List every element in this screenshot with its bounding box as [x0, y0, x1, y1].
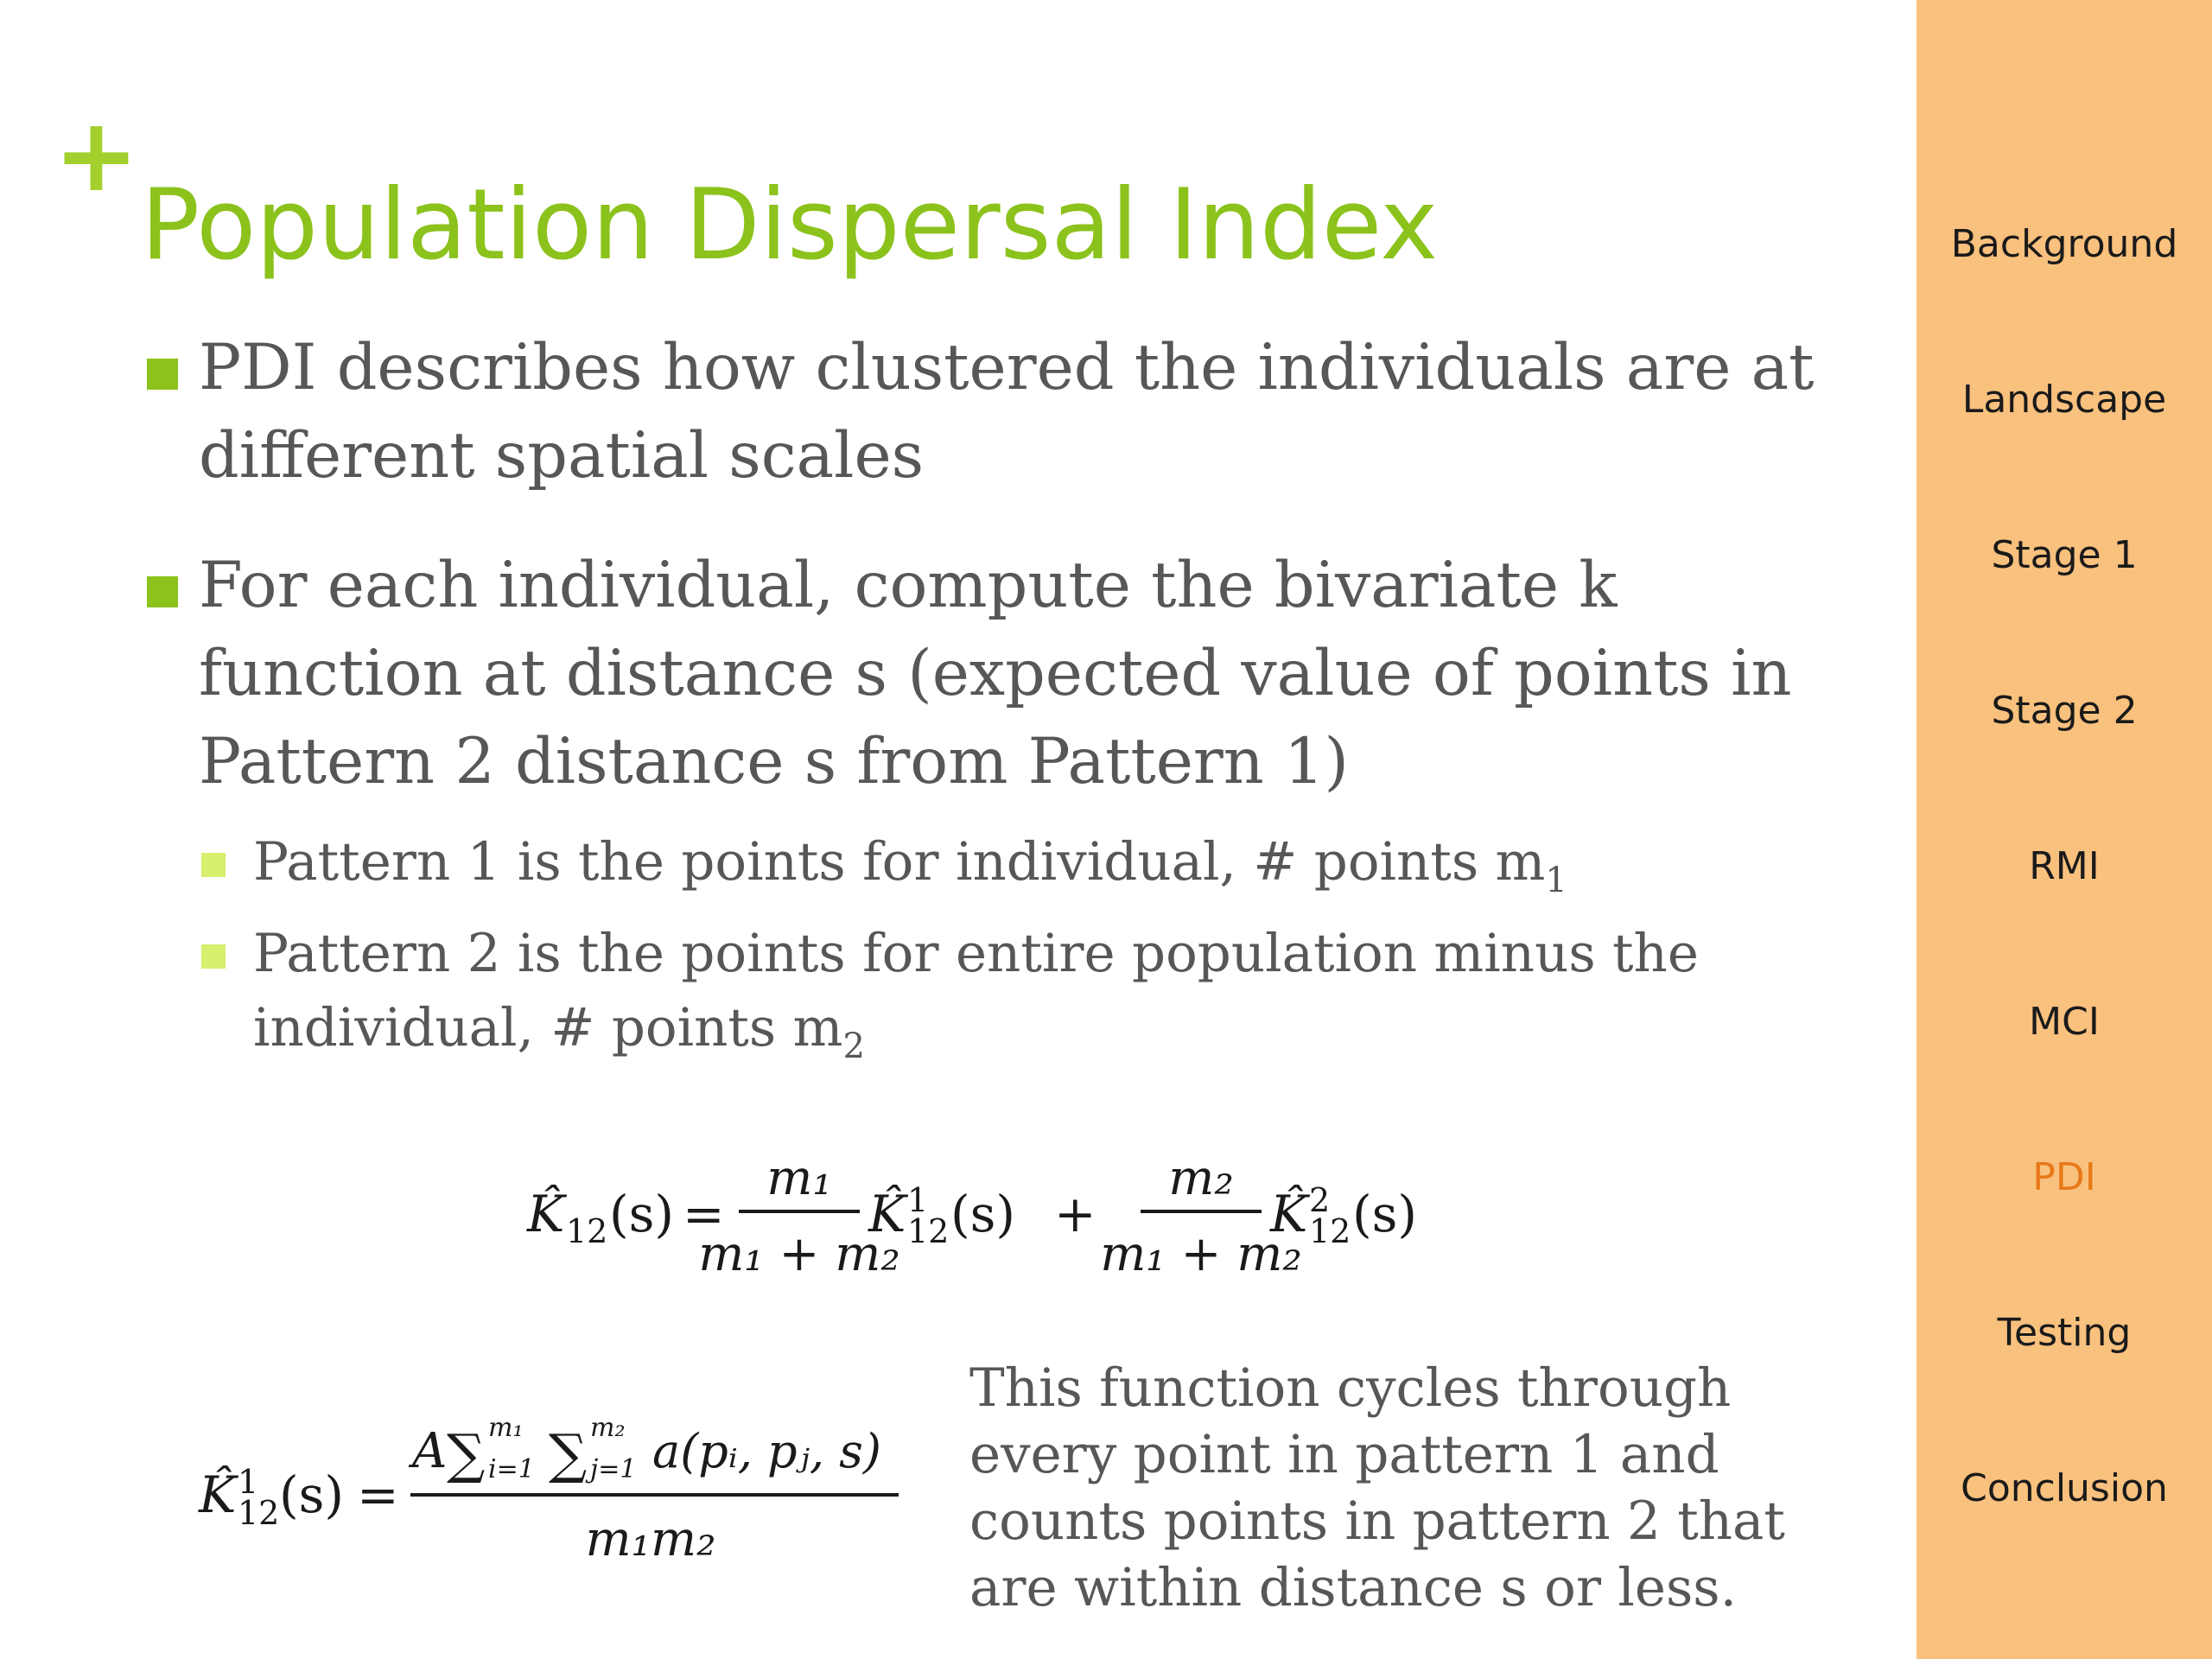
sub-bullet-square-icon — [201, 944, 226, 969]
eq1-term1-symbol: K̂ — [868, 1185, 906, 1243]
eq2-sum1-upper: m₁ — [488, 1413, 524, 1443]
eq2-num-a: A — [412, 1423, 448, 1479]
sidebar-item-pdi[interactable]: PDI — [2032, 1155, 2096, 1199]
eq1-frac2-numerator: m₂ — [1168, 1150, 1234, 1206]
eq2-lhs-symbol: K̂ — [199, 1465, 237, 1524]
eq2-num-body: a(pᵢ, pⱼ, s) — [652, 1424, 881, 1478]
sub-bullet-text: Pattern 1 is the points for individual, # points m — [253, 831, 1546, 893]
bullet-item — [147, 542, 1892, 806]
bullet-square-icon — [147, 576, 178, 607]
eq1-term2-sub: 12 — [1309, 1212, 1351, 1250]
sidebar-item-conclusion[interactable]: Conclusion — [1961, 1466, 2168, 1510]
eq2-sum2-lower: j=1 — [590, 1454, 637, 1484]
eq1-term2-sup: 2 — [1309, 1181, 1331, 1219]
bullet-item — [147, 324, 1892, 500]
sub-bullet-item — [201, 825, 1843, 899]
bullet-text: PDI describes how clustered the individuals are at different spatial scales — [199, 331, 1815, 493]
sum-2-icon: ∑ — [549, 1422, 588, 1485]
equation-k12-1 — [194, 1400, 920, 1573]
sub-bullet-text: Pattern 2 is the points for entire population minus the individual, # points m — [253, 923, 1699, 1058]
eq1-frac1-numerator: m₁ — [766, 1150, 832, 1206]
eq2-lhs-sub: 12 — [238, 1494, 280, 1532]
sidebar-item-background[interactable]: Background — [1950, 222, 2178, 266]
sub-bullet-square-icon — [201, 853, 226, 877]
sub-bullet-subscript: 2 — [842, 1027, 865, 1066]
sidebar-item-stage-1[interactable]: Stage 1 — [1991, 533, 2138, 577]
eq2-arg: (s) — [279, 1465, 345, 1524]
sidebar-nav — [1916, 0, 2212, 1659]
sidebar-item-rmi[interactable]: RMI — [2029, 844, 2100, 888]
sub-bullet-list — [201, 825, 1843, 1083]
eq2-sum2-upper: m₂ — [590, 1413, 626, 1443]
sum-1-icon: ∑ — [447, 1422, 486, 1485]
plus-decoration: + — [54, 95, 139, 214]
sidebar-item-testing[interactable]: Testing — [1997, 1311, 2132, 1355]
eq1-arg: (s) — [609, 1185, 675, 1243]
eq1-lhs-sub: 12 — [566, 1212, 608, 1250]
slide-title: Population Dispersal Index — [141, 168, 1439, 282]
sidebar-item-mci[interactable]: MCI — [2029, 1000, 2100, 1044]
eq1-plus: + — [1054, 1185, 1096, 1243]
bullet-square-icon — [147, 359, 178, 390]
sidebar-item-stage-2[interactable]: Stage 2 — [1991, 689, 2138, 733]
eq1-term1-sup: 1 — [907, 1181, 929, 1219]
sub-bullet-item — [201, 917, 1843, 1065]
main-bullet-list — [147, 324, 1892, 848]
eq1-frac2-denominator: m₁ + m₂ — [1100, 1226, 1302, 1282]
sub-bullet-subscript: 1 — [1545, 861, 1567, 900]
eq1-term2-symbol: K̂ — [1270, 1185, 1308, 1243]
eq2-equals: = — [357, 1465, 399, 1524]
eq2-lhs-sup: 1 — [238, 1463, 259, 1501]
bullet-text: For each individual, compute the bivariate k function at distance s (expected value of points in Pattern 2 distance s from Pattern 1) — [199, 549, 1792, 798]
eq1-frac1-denominator: m₁ + m₂ — [698, 1226, 900, 1282]
eq1-equals: = — [683, 1185, 725, 1243]
eq1-lhs-symbol: K̂ — [527, 1185, 565, 1243]
eq1-term1-arg: (s) — [950, 1185, 1016, 1243]
eq1-term2-arg: (s) — [1352, 1185, 1418, 1243]
equation-k12 — [518, 1141, 1503, 1287]
eq2-denominator: m₁m₂ — [585, 1511, 716, 1567]
function-note: This function cycles through every point in pattern 1 and counts points in pattern 2 that are within distance s or less. — [969, 1357, 1785, 1618]
eq1-term1-sub: 12 — [907, 1212, 950, 1250]
sidebar-item-landscape[interactable]: Landscape — [1961, 378, 2167, 422]
eq2-sum1-lower: i=1 — [488, 1454, 535, 1484]
